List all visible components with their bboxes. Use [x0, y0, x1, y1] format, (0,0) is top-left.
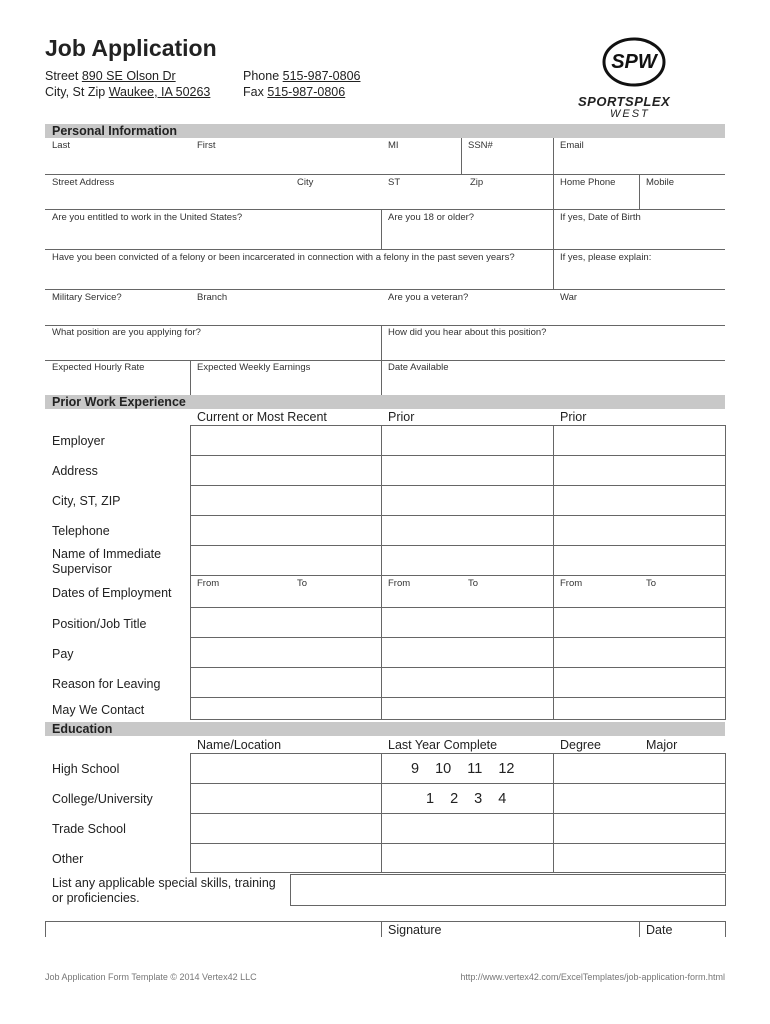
personal-heading: Personal Information [45, 124, 725, 138]
edu-col-name: Name/Location [197, 738, 282, 752]
work-heading: Prior Work Experience [45, 395, 725, 409]
work-us-label: Are you entitled to work in the United States? [52, 212, 243, 223]
divider [381, 325, 382, 360]
military-label: Military Service? [52, 292, 122, 303]
row-line [190, 455, 726, 456]
available-label: Date Available [388, 362, 449, 373]
to-label: To [297, 578, 308, 589]
work-col-prior: Prior [388, 410, 415, 424]
fax-line [243, 85, 345, 99]
college-years: 1 2 3 4 [426, 791, 507, 807]
divider [553, 174, 554, 209]
mi-label: MI [388, 140, 399, 151]
divider [381, 209, 382, 249]
first-label: First [197, 140, 216, 151]
divider [190, 360, 191, 395]
row-telephone: Telephone [52, 524, 110, 538]
from-label: From [560, 578, 583, 589]
work-col-current: Current or Most Recent [197, 410, 327, 424]
logo-line2: WEST [610, 108, 650, 120]
last-label: Last [52, 140, 70, 151]
row-line [190, 607, 726, 608]
to-label: To [646, 578, 657, 589]
row-line [190, 515, 726, 516]
phone-label: Phone [243, 69, 280, 83]
phone-line [243, 69, 361, 83]
divider [553, 425, 554, 720]
row-line [45, 249, 725, 250]
street-line [45, 69, 176, 83]
city-value: Waukee, IA 50263 [108, 85, 211, 99]
row-line [190, 813, 726, 814]
edu-college: College/University [52, 792, 153, 806]
city-label: City, St Zip [45, 85, 106, 99]
row-line [190, 545, 726, 546]
zip-label: Zip [470, 177, 484, 188]
work-grid[interactable] [190, 425, 726, 720]
row-reason: Reason for Leaving [52, 677, 161, 691]
war-label: War [560, 292, 578, 303]
divider [381, 921, 382, 937]
date-label: Date [646, 923, 673, 937]
signature-label: Signature [388, 923, 442, 937]
divider [45, 921, 46, 937]
education-heading: Education [45, 722, 725, 736]
from-label: From [197, 578, 220, 589]
explain-label: If yes, please explain: [560, 252, 652, 263]
weekly-label: Expected Weekly Earnings [197, 362, 311, 373]
row-line [45, 921, 725, 922]
row-line [45, 289, 725, 290]
edu-high-school: High School [52, 762, 120, 776]
skills-label-2: or proficiencies. [52, 891, 140, 905]
row-contact: May We Contact [52, 703, 145, 717]
branch-label: Branch [197, 292, 228, 303]
row-line [190, 637, 726, 638]
row-pay: Pay [52, 647, 74, 661]
divider [381, 425, 382, 720]
divider [553, 249, 554, 289]
skills-field[interactable] [290, 874, 726, 906]
mobile-label: Mobile [646, 177, 674, 188]
street-value: 890 SE Olson Dr [81, 69, 176, 83]
footer-copyright: Job Application Form Template © 2014 Vertex42 LLC [45, 972, 257, 982]
email-label: Email [560, 140, 584, 151]
divider [553, 138, 554, 174]
row-line [190, 783, 726, 784]
row-line [45, 325, 725, 326]
row-line [190, 667, 726, 668]
veteran-label: Are you a veteran? [388, 292, 469, 303]
logo-mark: SPW [611, 51, 657, 73]
edu-col-year: Last Year Complete [388, 738, 498, 752]
city-field-label: City [297, 177, 314, 188]
fax-label: Fax [243, 85, 264, 99]
dob-label: If yes, Date of Birth [560, 212, 641, 223]
row-line [190, 575, 726, 576]
edu-other: Other [52, 852, 84, 866]
row-address: Address [52, 464, 98, 478]
footer-url[interactable]: http://www.vertex42.com/ExcelTemplates/job-application-form.html [460, 972, 725, 982]
street-label: Street [45, 69, 79, 83]
row-line [190, 843, 726, 844]
row-line [190, 485, 726, 486]
hs-years: 9 10 11 12 [411, 761, 515, 777]
row-supervisor: Name of Immediate [52, 547, 162, 561]
to-label: To [468, 578, 479, 589]
city-line [45, 85, 210, 99]
row-dates: Dates of Employment [52, 586, 172, 600]
divider [725, 921, 726, 937]
divider [461, 138, 462, 174]
divider [639, 921, 640, 937]
hear-label: How did you hear about this position? [388, 327, 547, 338]
divider [381, 360, 382, 395]
edu-trade: Trade School [52, 822, 126, 836]
edu-col-degree: Degree [560, 738, 601, 752]
from-label: From [388, 578, 411, 589]
work-col-prior: Prior [560, 410, 587, 424]
ssn-label: SSN# [468, 140, 493, 151]
felony-label: Have you been convicted of a felony or been incarcerated in connection with a felony in the past seven years? [52, 252, 515, 263]
row-position: Position/Job Title [52, 617, 147, 631]
row-line [45, 360, 725, 361]
divider [639, 174, 640, 209]
position-label: What position are you applying for? [52, 327, 201, 338]
fax-value: 515-987-0806 [267, 85, 346, 99]
page-title: Job Application [45, 35, 217, 61]
row-line [45, 209, 725, 210]
row-line [190, 697, 726, 698]
edu-col-major: Major [646, 738, 678, 752]
skills-label: List any applicable special skills, training [52, 876, 276, 890]
row-city: City, ST, ZIP [52, 494, 121, 508]
spw-logo [600, 36, 668, 96]
logo-line1: SPORTSPLEX [578, 94, 671, 109]
home-phone-label: Home Phone [560, 177, 616, 188]
age18-label: Are you 18 or older? [388, 212, 475, 223]
row-employer: Employer [52, 434, 105, 448]
rate-label: Expected Hourly Rate [52, 362, 145, 373]
row-supervisor-2: Supervisor [52, 562, 112, 576]
phone-value: 515-987-0806 [282, 69, 361, 83]
divider [553, 209, 554, 249]
row-line [45, 174, 725, 175]
st-label: ST [388, 177, 401, 188]
street-address-label: Street Address [52, 177, 115, 188]
